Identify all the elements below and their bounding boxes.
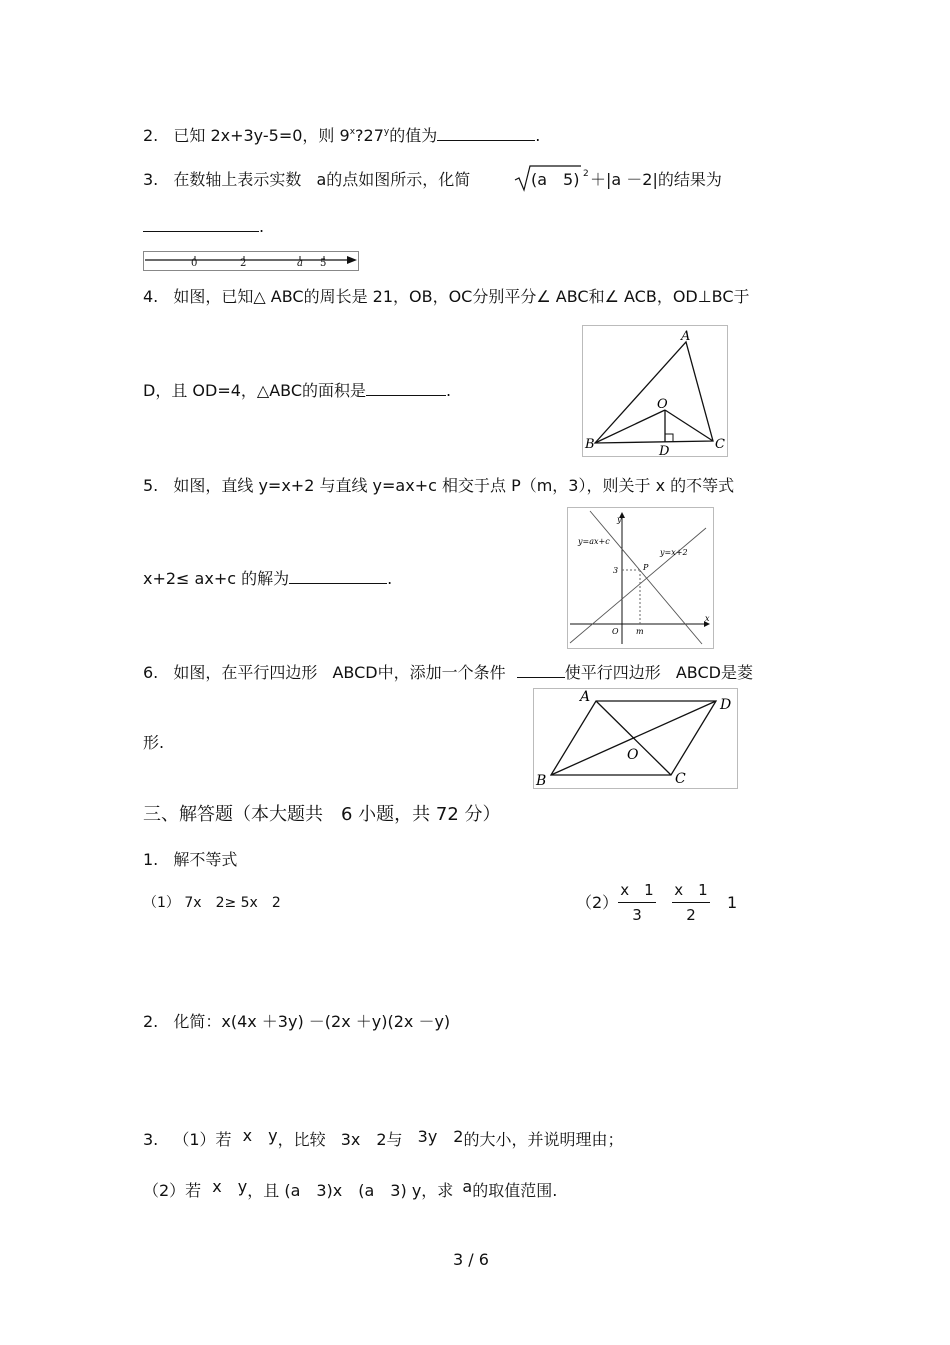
exponent: 2	[583, 169, 589, 179]
variable: a	[316, 170, 327, 189]
answer-blank[interactable]	[289, 569, 387, 584]
question-text: x+2≤ ax+c 的解为	[143, 569, 290, 588]
origin-label: O	[612, 627, 619, 636]
answer-blank[interactable]	[143, 217, 259, 232]
question-number: 2.	[143, 1012, 159, 1031]
label-o: O	[657, 397, 668, 412]
question-text: 是菱	[720, 663, 753, 682]
question-number: 3.	[143, 170, 159, 189]
question-text: 如图，已知△ ABC的周长是 21，OB，OC分别平分∠ ABC和∠ ACB，OD⊥BC于	[173, 287, 750, 306]
period: .	[535, 126, 541, 145]
line-label-x-2: y=x+2	[660, 548, 688, 557]
number-line-figure	[143, 251, 359, 271]
question-number: 6.	[143, 663, 159, 682]
rhs: 1	[727, 893, 738, 912]
label-m: m	[636, 627, 644, 636]
expression: x y	[212, 1177, 248, 1196]
section-title: 三、解答题（本大题共 6 小题，共 72 分）	[143, 804, 501, 825]
tick-label: 5	[320, 258, 327, 269]
question-text: 的值为	[389, 126, 438, 145]
fraction-bar	[672, 902, 710, 903]
problem-3-part-1	[143, 1126, 624, 1150]
question-number: 3.	[143, 1130, 159, 1149]
expression: 3y 2	[417, 1127, 464, 1146]
question-text: 使平行四边形	[564, 663, 661, 682]
question-number: 1.	[143, 850, 159, 869]
question-text: （1）若	[173, 1130, 232, 1149]
radicand: (a 5)	[531, 170, 580, 189]
answer-blank[interactable]	[366, 381, 446, 396]
fraction-bar	[618, 902, 656, 903]
question-text: ，比较	[277, 1130, 326, 1149]
part-label: （1）	[143, 895, 180, 911]
question-4-line2	[143, 381, 451, 401]
question-number: 5.	[143, 476, 159, 495]
axis-label-y: y	[617, 515, 622, 524]
problem-3-part-2	[143, 1177, 558, 1201]
period: .	[259, 217, 265, 236]
question-2	[143, 126, 540, 149]
question-text: 的点如图所示，化简	[326, 170, 471, 189]
label-d: D	[720, 697, 732, 713]
tick-label: a	[297, 258, 303, 269]
question-text: 的取值范围.	[472, 1181, 558, 1200]
variable: a	[462, 1177, 473, 1196]
question-5	[143, 476, 734, 496]
fraction	[618, 880, 656, 925]
label-b: B	[536, 773, 547, 788]
label-o: O	[627, 747, 639, 763]
label-3: 3	[613, 566, 619, 575]
question-text: 如图，直线 y=x+2 与直线 y=ax+c 相交于点 P（m，3），则关于 x 的不等式	[173, 476, 735, 495]
question-text: 的大小，并说明理由；	[463, 1130, 624, 1149]
question-text: ＋|a －2|的结果为	[590, 170, 722, 189]
question-text: 已知 2x+3y-5=0，则 9	[173, 126, 350, 145]
graph-figure	[567, 507, 714, 649]
problem-1	[143, 850, 237, 870]
numerator: x 1	[674, 881, 708, 899]
question-4	[143, 287, 750, 307]
problem-1-part-1	[143, 893, 281, 913]
question-6	[143, 663, 753, 683]
label-d: D	[659, 444, 670, 456]
label-a: A	[681, 329, 691, 344]
expression: 3x 2与	[340, 1130, 403, 1149]
question-text: 解不等式	[173, 850, 238, 869]
axis-label-x: x	[705, 614, 710, 623]
period: .	[387, 569, 393, 588]
expression: x y	[242, 1126, 278, 1145]
question-text: ?27	[355, 126, 384, 145]
question-6-line2: 形.	[143, 733, 165, 752]
label-c: C	[675, 771, 686, 787]
question-text: D，且 OD=4，△ABC的面积是	[143, 381, 367, 400]
numerator: x 1	[620, 881, 654, 899]
label-a: A	[580, 689, 591, 705]
question-text: ABCD	[675, 663, 721, 682]
denominator: 3	[632, 906, 642, 924]
inequality: 7x 2≥ 5x 2	[184, 895, 281, 911]
question-3	[143, 170, 470, 190]
answer-line	[143, 217, 264, 237]
question-text: 化简：x(4x ＋3y) －(2x ＋y)(2x －y)	[173, 1012, 451, 1031]
tick-label: 2	[240, 258, 247, 269]
line-label-ax-c: y=ax+c	[578, 537, 610, 546]
tick-label: 0	[191, 258, 198, 269]
answer-blank[interactable]	[437, 126, 535, 141]
question-text: 如图，在平行四边形	[173, 663, 318, 682]
label-b: B	[585, 437, 595, 452]
period: .	[446, 381, 452, 400]
problem-1-part-2-label: （2）	[576, 893, 619, 912]
question-text: 中，添加一个条件	[377, 663, 506, 682]
label-p: P	[643, 563, 649, 572]
question-text: ，且 (a 3)x (a 3) y，求	[247, 1181, 454, 1200]
label-c: C	[715, 437, 725, 452]
denominator: 2	[686, 906, 696, 924]
problem-2	[143, 1012, 450, 1032]
answer-blank[interactable]	[517, 663, 565, 678]
question-text: （2）若	[143, 1181, 202, 1200]
question-text: 在数轴上表示实数	[173, 170, 302, 189]
fraction	[672, 880, 710, 925]
question-number: 4.	[143, 287, 159, 306]
question-text: ABCD	[332, 663, 378, 682]
parallelogram-figure	[533, 688, 738, 789]
exponent: y	[383, 127, 390, 137]
question-number: 2.	[143, 126, 159, 145]
question-5-line2	[143, 569, 392, 589]
triangle-figure	[582, 325, 728, 457]
exponent: x	[349, 127, 356, 137]
page-number: 3 / 6	[453, 1250, 489, 1269]
